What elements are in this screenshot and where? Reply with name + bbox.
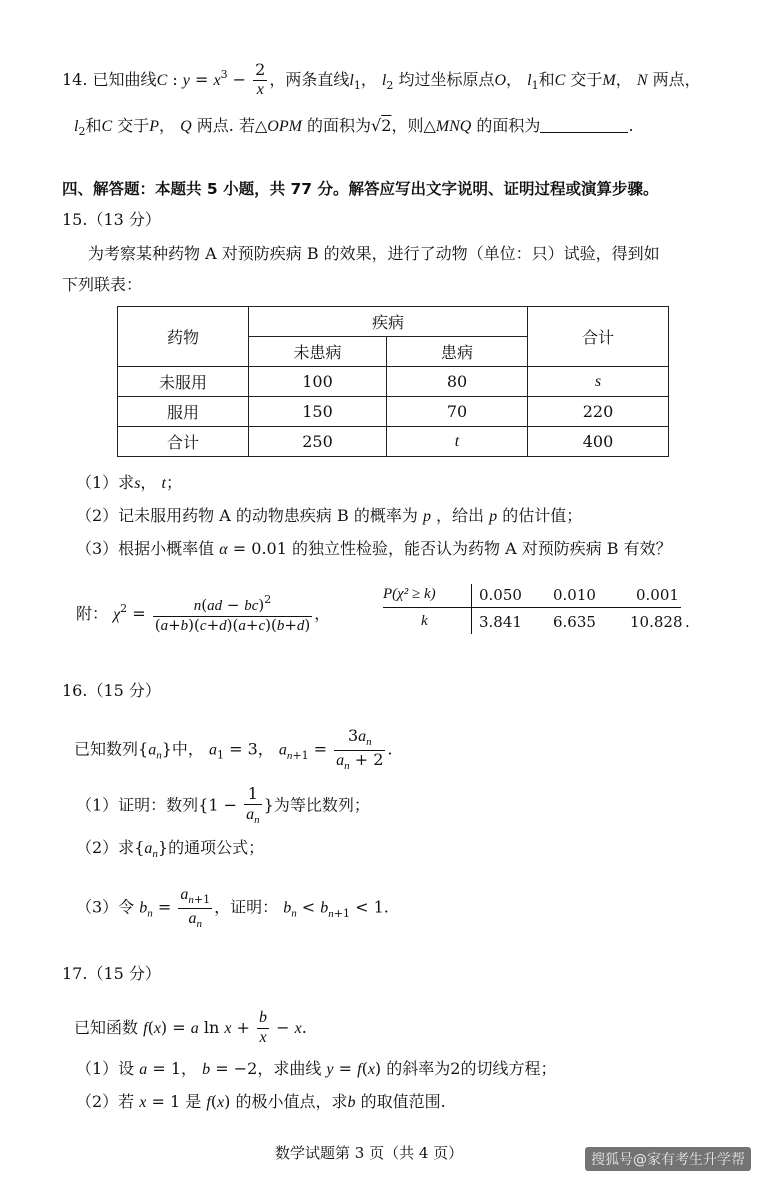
- q15-intro-line1: 为考察某种药物 A 对预防疾病 B 的效果，进行了动物（单位：只）试验，得到如: [88, 244, 660, 263]
- q17-number: 17.（15 分）: [62, 964, 161, 983]
- q15-part3: （3）根据小概率值 α = 0.01 的独立性检验，能否认为药物 A 对预防疾病 B 有效？: [76, 539, 672, 558]
- table-col-not-sick: 未患病: [249, 337, 387, 367]
- q17-part2: （2）若 x = 1 是 f(x) 的极小值点，求b 的取值范围.: [76, 1092, 446, 1111]
- q16-number: 16.（15 分）: [62, 681, 161, 700]
- q15-number: 15.（13 分）: [62, 210, 161, 229]
- answer-blank: [540, 118, 628, 133]
- page-footer: 数学试题第 3 页（共 4 页）: [275, 1144, 464, 1162]
- table-header-drug: 药物: [118, 307, 249, 367]
- contingency-table: [117, 306, 669, 457]
- watermark: 搜狐号@家有考生升学帮: [585, 1147, 751, 1171]
- table-row: 未服用 100 80 s: [118, 367, 669, 397]
- chi-square-formula: $\frac{n(ad - bc)^2}{(a+b)(c+d)(a+c)(b+d)}$: [154, 593, 311, 634]
- fraction-2-over-x: $\frac{2}{x}$: [255, 60, 266, 98]
- q15-part1: （1）求s， t；: [76, 473, 182, 492]
- q17-part1: （1）设 a = 1， b = −2，求曲线 y = f(x) 的斜率为2的切线方程；: [76, 1059, 557, 1078]
- q15-appendix: 附： $\chi^2$ = $\frac{n(ad - bc)^2}{(a+b)(c+d)(a+c)(b+d)}$ ，: [76, 593, 331, 634]
- table-header-disease: 疾病: [249, 307, 528, 337]
- section-heading: 四、解答题：本题共 5 小题，共 77 分。解答应写出文字说明、证明过程或演算步骤。: [62, 180, 659, 198]
- table-row: 合计 250 t 400: [118, 427, 669, 457]
- table-header-total: 合计: [528, 307, 669, 367]
- q14-line2: $l_2$和C 交于P， Q 两点. 若△OPM 的面积为√2，则△MNQ 的面积为 .: [74, 116, 634, 138]
- q15-intro-line2: 下列联表：: [62, 275, 143, 294]
- table-col-sick: 患病: [387, 337, 528, 367]
- q17-intro: 已知函数 f(x) = a ln x + $\frac{b}{x}$ − x.: [74, 1009, 307, 1046]
- q16-part3: （3）令 $b_n$ = $\frac{a_{n+1}}{a_n}$ ，证明： $b_n < b_{n+1} < 1$.: [76, 886, 389, 930]
- q16-intro: 已知数列$\{a_n\}$中， $a_1 = 3$， $a_{n+1}$ = $\frac{3a_n}{a_n + 2}$ .: [74, 726, 393, 772]
- q15-part2: （2）记未服用药物 A 的动物患疾病 B 的概率为 p ，给出 p 的估计值；: [76, 506, 583, 525]
- q14-line1: 14. 已知曲线C : $y = x^3$ − $\frac{2}{x}$ ，两条直线$l_1$， $l_2$ 均过坐标原点O， $l_1$和C 交于M， N 两点，: [62, 60, 701, 98]
- recurrence-fraction: $\frac{3a_n}{a_n + 2}$: [336, 726, 384, 772]
- table-row: 服用 150 70 220: [118, 397, 669, 427]
- q16-part1: （1）证明：数列{1 − $\frac{1}{a_n}$ }为等比数列；: [76, 784, 370, 826]
- q14-number: 14.: [62, 69, 88, 89]
- q16-part2: （2）求$\{a_n\}$的通项公式；: [76, 838, 265, 860]
